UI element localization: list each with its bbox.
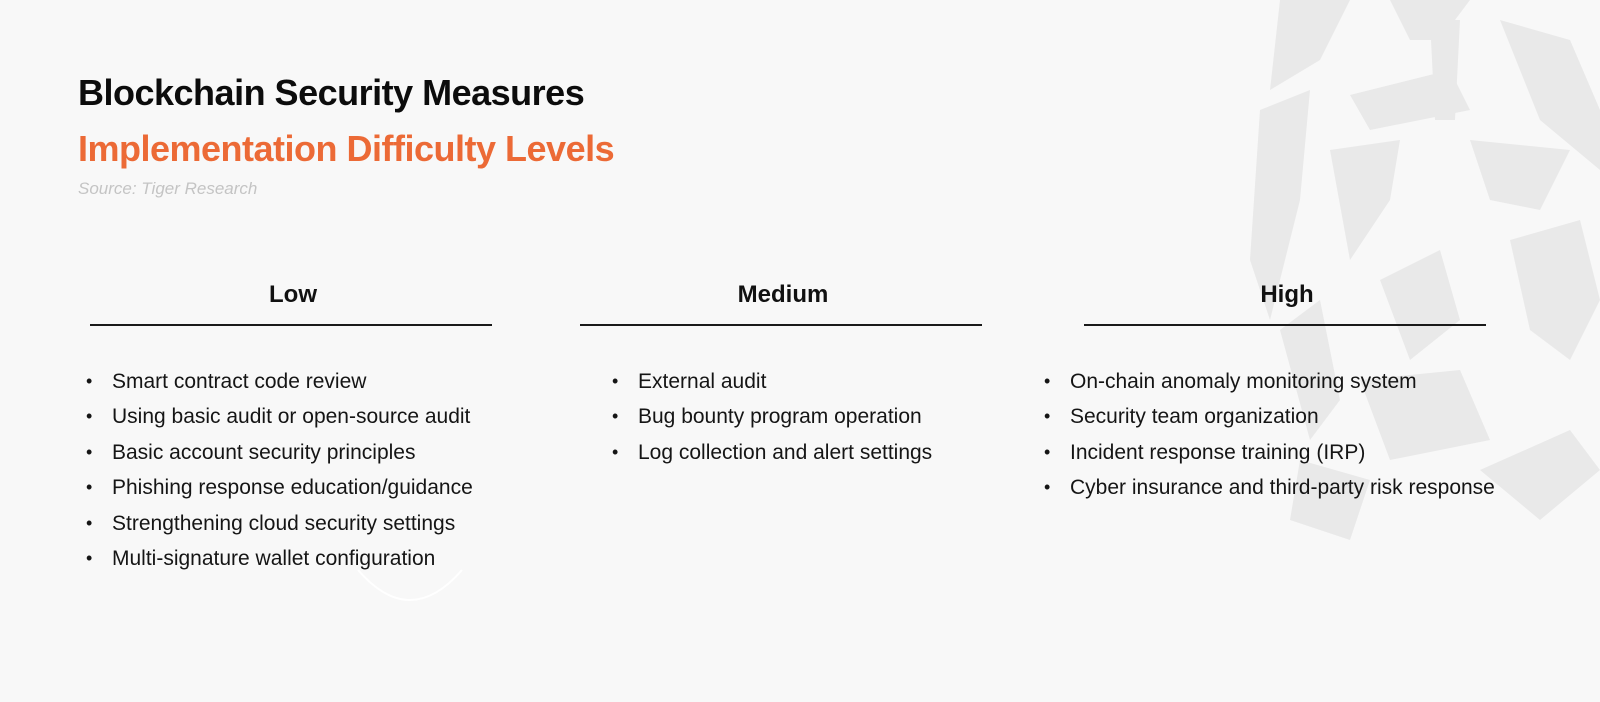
column-low xyxy=(86,278,496,577)
item-text: Phishing response education/guidance xyxy=(112,476,473,499)
item-text: Smart contract code review xyxy=(112,369,367,393)
item-text: Multi-signature wallet configuration xyxy=(112,547,436,570)
list-item xyxy=(1044,364,1490,400)
list-item xyxy=(86,435,496,471)
bullet-icon: • xyxy=(1044,477,1051,497)
list-item xyxy=(1044,470,1495,506)
item-text: Using basic audit or open-source audit xyxy=(112,405,471,428)
bullet-icon: • xyxy=(86,441,93,462)
item-text: External audit xyxy=(638,369,767,393)
page-subtitle: Implementation Difficulty Levels xyxy=(78,128,615,169)
bullet-icon: • xyxy=(1044,370,1051,391)
measure-list-medium xyxy=(612,364,986,471)
bullet-icon: • xyxy=(612,441,619,462)
list-item xyxy=(1044,435,1490,471)
list-item xyxy=(86,470,496,506)
list-item xyxy=(612,435,986,471)
column-divider xyxy=(580,324,982,326)
bullet-icon: • xyxy=(86,370,93,391)
measure-list-low xyxy=(86,364,496,577)
column-divider xyxy=(1084,324,1486,326)
bullet-icon: • xyxy=(86,406,93,426)
bullet-icon: • xyxy=(86,548,93,568)
item-text: Cyber insurance and third-party risk response xyxy=(1070,476,1495,499)
list-item xyxy=(86,541,496,577)
item-text: Incident response training (IRP) xyxy=(1070,440,1366,464)
item-text: On-chain anomaly monitoring system xyxy=(1070,369,1417,393)
list-item xyxy=(1044,399,1490,435)
page-title: Blockchain Security Measures xyxy=(78,72,585,113)
list-item xyxy=(86,399,496,435)
list-item xyxy=(612,364,986,400)
item-text: Basic account security principles xyxy=(112,440,416,464)
item-text: Security team organization xyxy=(1070,405,1319,428)
list-item xyxy=(612,399,986,435)
item-text: Bug bounty program operation xyxy=(638,405,922,428)
column-high xyxy=(1044,278,1495,506)
item-text: Strengthening cloud security settings xyxy=(112,511,456,535)
column-divider xyxy=(90,324,492,326)
measure-list-high xyxy=(1044,364,1495,506)
column-header-high: High xyxy=(1260,281,1314,308)
bullet-icon: • xyxy=(1044,406,1051,426)
bullet-icon: • xyxy=(612,370,619,391)
column-medium xyxy=(576,278,986,470)
bullet-icon: • xyxy=(86,512,93,533)
bullet-icon: • xyxy=(1044,441,1051,462)
list-item xyxy=(86,364,496,400)
bullet-icon: • xyxy=(612,406,619,426)
list-item xyxy=(86,506,496,542)
bullet-icon: • xyxy=(86,477,93,497)
column-header-medium: Medium xyxy=(737,281,829,308)
item-text: Log collection and alert settings xyxy=(638,440,933,464)
column-header-low: Low xyxy=(269,281,317,308)
source-note: Source: Tiger Research xyxy=(78,179,258,198)
